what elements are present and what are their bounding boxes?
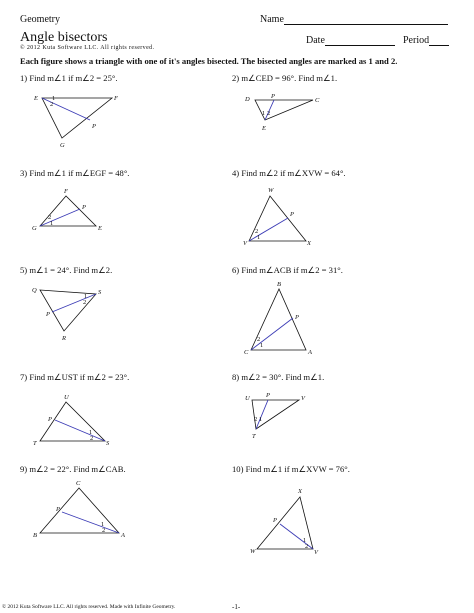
p6-mark-1: 1 [260, 342, 264, 349]
p3-label-P: P [82, 204, 86, 211]
problem-6-number: 6) [232, 265, 240, 275]
problem-9-number: 9) [20, 464, 28, 474]
p9-label-P: P [56, 506, 60, 513]
p8-mark-1: 1 [259, 416, 263, 423]
p5-label-P: P [46, 311, 50, 318]
problem-2-number: 2) [232, 73, 240, 83]
p1-mark-2: 2 [50, 101, 54, 108]
p10-label-X: X [298, 488, 302, 495]
p6-label-A: A [308, 349, 312, 356]
p7-label-P: P [48, 416, 52, 423]
p10-label-W: W [250, 548, 256, 555]
p5-mark-1: 1 [84, 293, 88, 300]
problem-4-number: 4) [232, 168, 240, 178]
p5-mark-2: 2 [83, 299, 87, 306]
p7-label-S: S [106, 440, 110, 447]
p7-label-T: T [33, 440, 37, 447]
p2-label-P: P [271, 93, 275, 100]
p4-label-P: P [290, 211, 294, 218]
p8-label-T: T [252, 433, 256, 440]
p9-label-B: B [33, 532, 37, 539]
triangle-8 [252, 400, 299, 429]
p1-label-P: P [92, 123, 96, 130]
instructions: Each figure shows a triangle with one of it's angles bisected. The bisected angles are marked as 1 and 2. [20, 56, 398, 66]
p3-label-G: G [32, 225, 37, 232]
p10-label-P: P [273, 517, 277, 524]
p6-mark-2: 2 [257, 336, 261, 343]
problem-7-text: Find m∠UST if m∠2 = 23°. [29, 372, 130, 382]
p1-label-G: G [60, 142, 65, 149]
p1-label-F: F [114, 95, 118, 102]
problem-1-number: 1) [20, 73, 28, 83]
problem-8-text: m∠2 = 30°. Find m∠1. [241, 372, 325, 382]
p4-mark-1: 1 [257, 234, 261, 241]
p4-label-W: W [268, 187, 274, 194]
p6-label-C: C [244, 349, 249, 356]
problem-2-text: m∠CED = 96°. Find m∠1. [241, 73, 338, 83]
p2-label-C: C [315, 97, 320, 104]
footer-copyright: © 2012 Kuta Software LLC. All rights reserved. Made with Infinite Geometry. [2, 604, 176, 610]
p6-label-P: P [295, 314, 299, 321]
p4-mark-2: 2 [255, 228, 259, 235]
p6-label-B: B [277, 281, 281, 288]
name-label: Name [260, 14, 284, 25]
p4-label-X: X [307, 240, 311, 247]
header-copyright: © 2012 Kuta Software LLC. All rights reserved. [20, 45, 155, 51]
p3-mark-1: 1 [50, 220, 54, 227]
p10-label-V: V [314, 549, 318, 556]
p7-mark-1: 1 [89, 429, 93, 436]
p8-label-V: V [301, 395, 305, 402]
p8-label-P: P [266, 392, 270, 399]
subject-label: Geometry [20, 14, 60, 25]
problem-8-number: 8) [232, 372, 240, 382]
p4-label-V: V [243, 240, 247, 247]
p2-label-D: D [245, 96, 250, 103]
problem-10-number: 10) [232, 464, 244, 474]
p9-mark-1: 1 [101, 521, 105, 528]
p8-mark-2: 2 [254, 416, 258, 423]
p1-mark-1: 1 [52, 95, 56, 102]
p7-label-U: U [64, 394, 69, 401]
p9-label-A: A [121, 532, 125, 539]
problem-6-text: Find m∠ACB if m∠2 = 31°. [241, 265, 343, 275]
page-number: -1- [232, 603, 241, 611]
p10-mark-2: 2 [305, 543, 309, 550]
p2-mark-1: 1 [262, 110, 266, 117]
p2-label-E: E [262, 125, 266, 132]
p1-label-E: E [34, 95, 38, 102]
date-label: Date [306, 35, 325, 46]
p2-mark-2: 2 [267, 110, 271, 117]
p5-label-Q: Q [32, 287, 37, 294]
problem-7-number: 7) [20, 372, 28, 382]
p3-label-E: E [98, 225, 102, 232]
p3-label-F: F [64, 188, 68, 195]
problem-1-text: Find m∠1 if m∠2 = 25°. [29, 73, 118, 83]
bisector-7 [55, 420, 105, 441]
period-label: Period [403, 35, 430, 46]
p7-mark-2: 2 [90, 435, 94, 442]
problem-3-text: Find m∠1 if m∠EGF = 48°. [29, 168, 130, 178]
problem-9-text: m∠2 = 22°. Find m∠CAB. [29, 464, 126, 474]
bisector-6 [251, 318, 293, 350]
problem-5-number: 5) [20, 265, 28, 275]
problem-10-text: Find m∠1 if m∠XVW = 76°. [245, 464, 350, 474]
p5-label-R: R [62, 335, 66, 342]
p9-label-C: C [76, 480, 81, 487]
problem-3-number: 3) [20, 168, 28, 178]
p5-label-S: S [98, 289, 102, 296]
triangle-9 [40, 488, 119, 533]
page-title: Angle bisectors [20, 30, 108, 45]
problem-4-text: Find m∠2 if m∠XVW = 64°. [241, 168, 346, 178]
triangle-3 [40, 196, 96, 226]
p8-label-U: U [245, 395, 250, 402]
bisector-3 [40, 209, 80, 226]
p3-mark-2: 2 [48, 214, 52, 221]
p10-mark-1: 1 [303, 537, 307, 544]
bisector-5 [52, 294, 96, 312]
problem-5-text: m∠1 = 24°. Find m∠2. [29, 265, 113, 275]
bisector-9 [62, 512, 119, 533]
p9-mark-2: 2 [102, 527, 106, 534]
